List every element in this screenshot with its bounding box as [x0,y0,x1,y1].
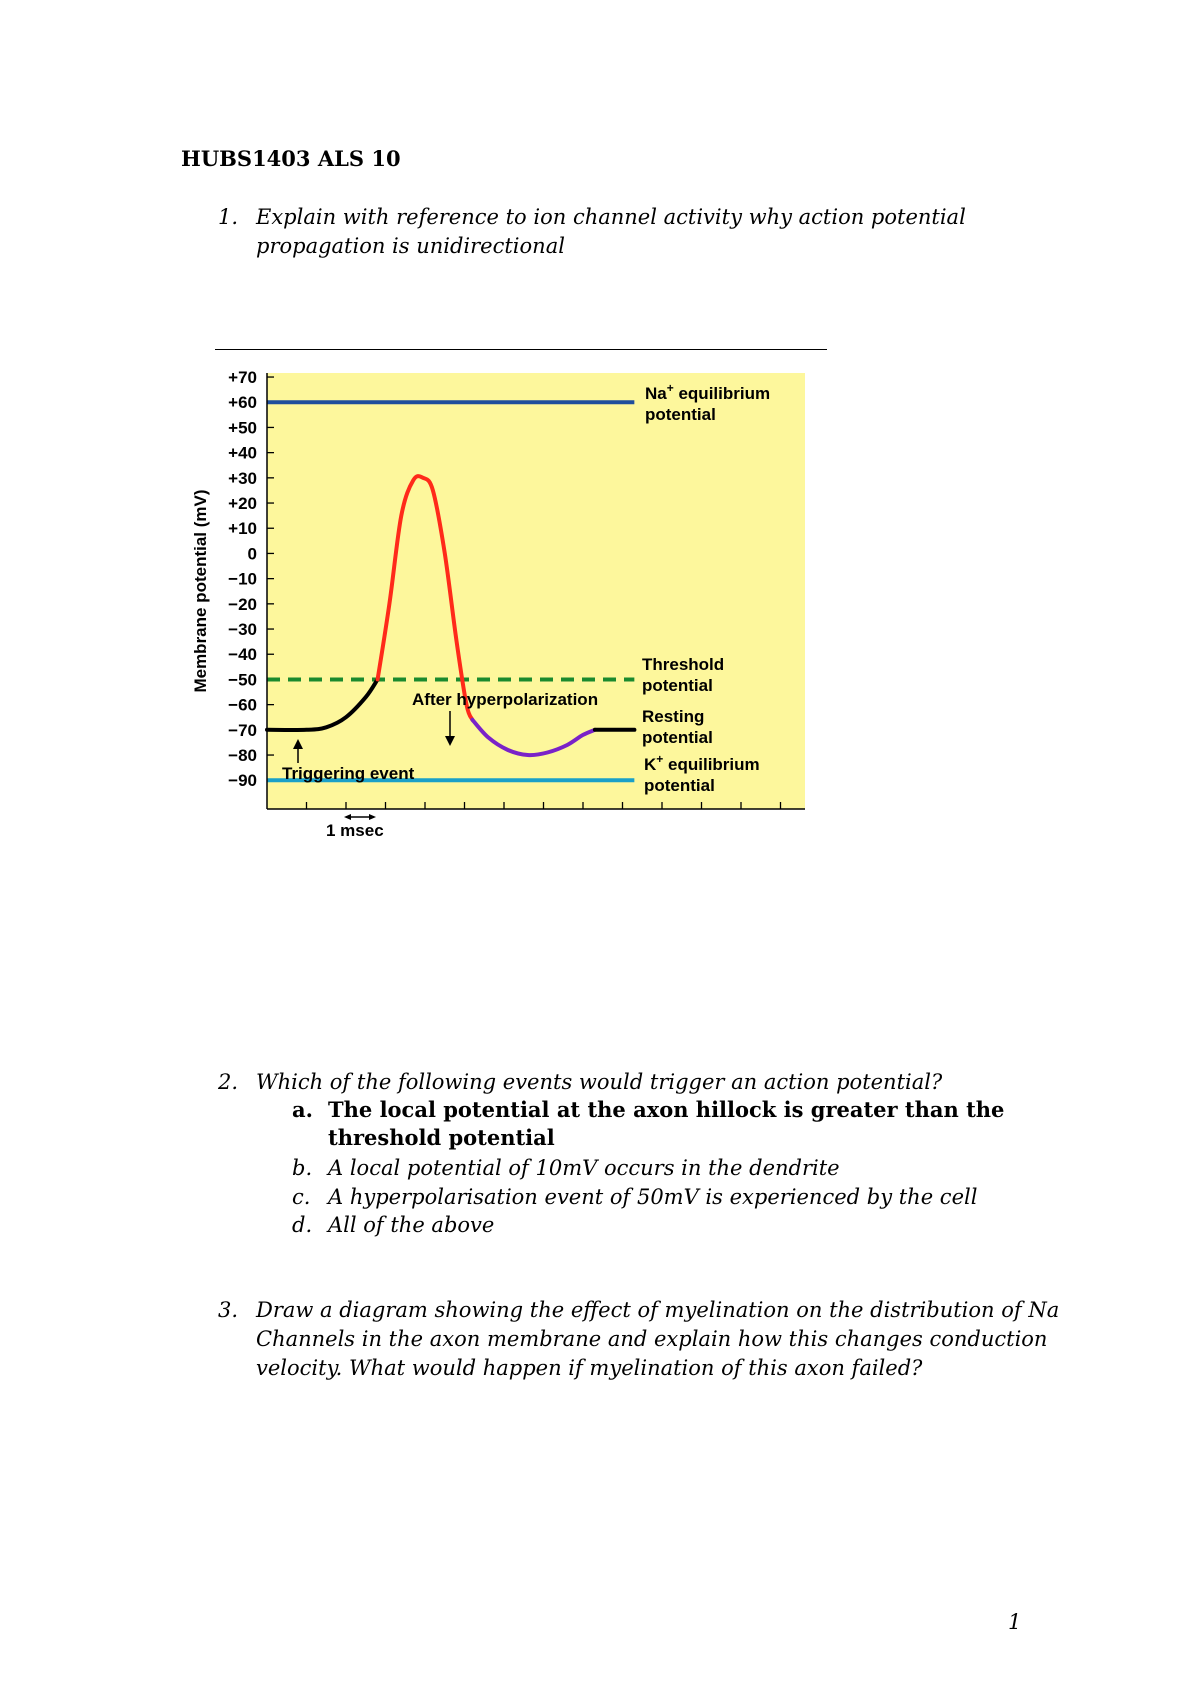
k-label-sup: + [656,752,664,766]
time-scale-arrowhead-left [344,814,351,820]
resting-label-line2: potential [642,728,713,747]
question-text-line: velocity. What would happen if myelination of this axon failed? [256,1356,923,1380]
y-tick-label: +40 [228,443,257,463]
y-tick-label: −40 [228,645,257,665]
threshold-label: Threshold [642,655,725,674]
k-equilibrium-label-line2: potential [644,776,715,795]
y-tick-label: −80 [228,746,257,766]
y-tick-label: −90 [228,771,257,791]
option-letter: d. [292,1213,313,1237]
option-text-line: A local potential of 10mV occurs in the dendrite [328,1156,840,1180]
after-hyperpolarization-label: After hyperpolarization [412,690,599,709]
question-text-line: Channels in the axon membrane and explain how this changes conduction [256,1327,1048,1351]
option-letter: c. [292,1185,311,1209]
y-tick-label: −10 [228,569,257,589]
y-tick-label: 0 [247,544,257,564]
time-scale-label: 1 msec [326,821,384,837]
option-letter: a. [292,1097,313,1122]
y-tick-label: +10 [228,519,257,539]
na-label-sup: + [666,381,674,395]
na-equilibrium-label [645,381,770,403]
na-label-prefix: Na [645,384,667,403]
option-text-line: threshold potential [328,1125,555,1150]
option-letter: b. [292,1156,313,1180]
y-tick-label: −50 [228,670,257,690]
option-text-line: The local potential at the axon hillock is greater than the [328,1097,1005,1122]
question-text-line: propagation is unidirectional [256,234,565,258]
horizontal-rule [215,349,827,350]
document-heading: HUBS1403 ALS 10 [181,146,401,171]
question-number: 2. [218,1070,239,1094]
y-tick-label: −70 [228,720,257,740]
question-number: 1. [218,205,239,229]
question-text-line: Which of the following events would trigger an action potential? [256,1070,943,1094]
na-label-rest: equilibrium [673,384,771,403]
y-tick-label: +70 [228,368,257,388]
question-text-line: Draw a diagram showing the effect of myelination on the distribution of Na [256,1298,1060,1322]
triggering-event-label: Triggering event [282,764,415,783]
na-equilibrium-label-line2: potential [645,405,716,424]
y-tick-label: −30 [228,620,257,640]
page-number: 1 [1008,1610,1022,1634]
y-tick-label: −20 [228,594,257,614]
k-label-prefix: K [644,755,657,774]
y-tick-label: +60 [228,393,257,413]
y-axis-label: Membrane potential (mV) [191,489,210,693]
y-tick-label: +20 [228,494,257,514]
y-tick-label: +30 [228,468,257,488]
resting-label: Resting [642,707,705,726]
option-text-line: A hyperpolarisation event of 50mV is experienced by the cell [328,1185,978,1209]
plot-background [267,373,805,809]
action-potential-chart [180,352,820,837]
y-tick-label: −60 [228,695,257,715]
y-tick-label: +50 [228,418,257,438]
k-label-rest: equilibrium [663,755,760,774]
question-number: 3. [218,1298,239,1322]
option-text-line: All of the above [328,1213,495,1237]
time-scale-arrowhead-right [369,814,376,820]
question-text-line: Explain with reference to ion channel activity why action potential [256,205,966,229]
threshold-label-line2: potential [642,676,713,695]
